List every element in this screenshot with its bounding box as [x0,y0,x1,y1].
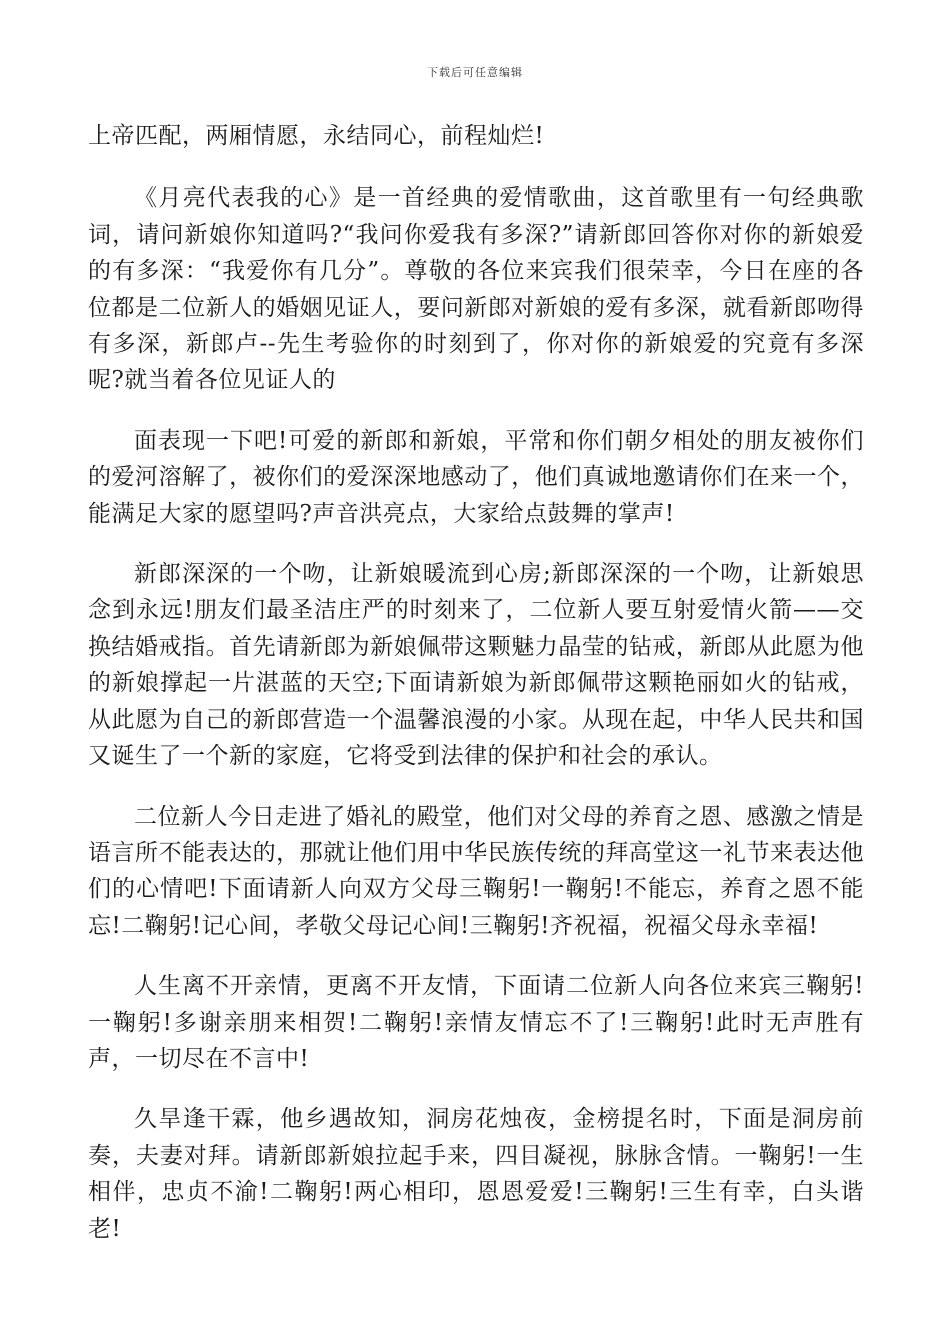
paragraph-4: 新郎深深的一个吻，让新娘暖流到心房;新郎深深的一个吻，让新娘思念到永远!朋友们最圣洁庄严的时刻来了，二位新人要互射爱情火箭——交换结婚戒指。首先请新郎为新娘佩带这颗魅力晶莹的钻戒，新郎从此愿为他的新娘撑起一片湛蓝的天空;下面请新娘为新郎佩带这颗艳丽如火的钻戒，从此愿为自己的新郎营造一个温馨浪漫的小家。从现在起，中华人民共和国又诞生了一个新的家庭，它将受到法律的保护和社会的承认。 [88,561,864,770]
document-body [88,118,864,1271]
paragraph-2: 《月亮代表我的心》是一首经典的爱情歌曲，这首歌里有一句经典歌词，请问新娘你知道吗?“我问你爱我有多深?”请新郎回答你对你的新娘爱的有多深：“我爱你有几分”。尊敬的各位来宾我们很荣幸，今日在座的各位都是二位新人的婚姻见证人，要问新郎对新娘的爱有多深，就看新郎吻得有多深，新郎卢--先生考验你的时刻到了，你对你的新娘爱的究竟有多深呢?就当着各位见证人的 [88,185,864,394]
page-header: 下载后可任意编辑 [427,66,523,79]
paragraph-3: 面表现一下吧!可爱的新郎和新娘，平常和你们朝夕相处的朋友被你们的爱河溶解了，被你们的爱深深地感动了，他们真诚地邀请你们在来一个，能满足大家的愿望吗?声音洪亮点，大家给点鼓舞的掌声! [88,427,864,527]
paragraph-1: 上帝匹配，两厢情愿，永结同心，前程灿烂! [88,123,545,149]
paragraph-5: 二位新人今日走进了婚礼的殿堂，他们对父母的养育之恩、感激之情是语言所不能表达的，那就让他们用中华民族传统的拜高堂这一礼节来表达他们的心情吧!下面请新人向双方父母三鞠躬!一鞠躬!不能忘，养育之恩不能忘!二鞠躬!记心间，孝敬父母记心间!三鞠躬!齐祝福，祝福父母永幸福! [88,803,864,939]
paragraph-7: 久旱逢干霖，他乡遇故知，洞房花烛夜，金榜提名时，下面是洞房前奏，夫妻对拜。请新郎新娘拉起手来，四目凝视，脉脉含情。一鞠躬!一生相伴，忠贞不渝!二鞠躬!两心相印，恩恩爱爱!三鞠躬!三生有幸，白头谐老! [88,1106,864,1242]
paragraph-6: 人生离不开亲情，更离不开友情，下面请二位新人向各位来宾三鞠躬!一鞠躬!多谢亲朋来相贺!二鞠躬!亲情友情忘不了!三鞠躬!此时无声胜有声，一切尽在不言中! [88,973,864,1072]
